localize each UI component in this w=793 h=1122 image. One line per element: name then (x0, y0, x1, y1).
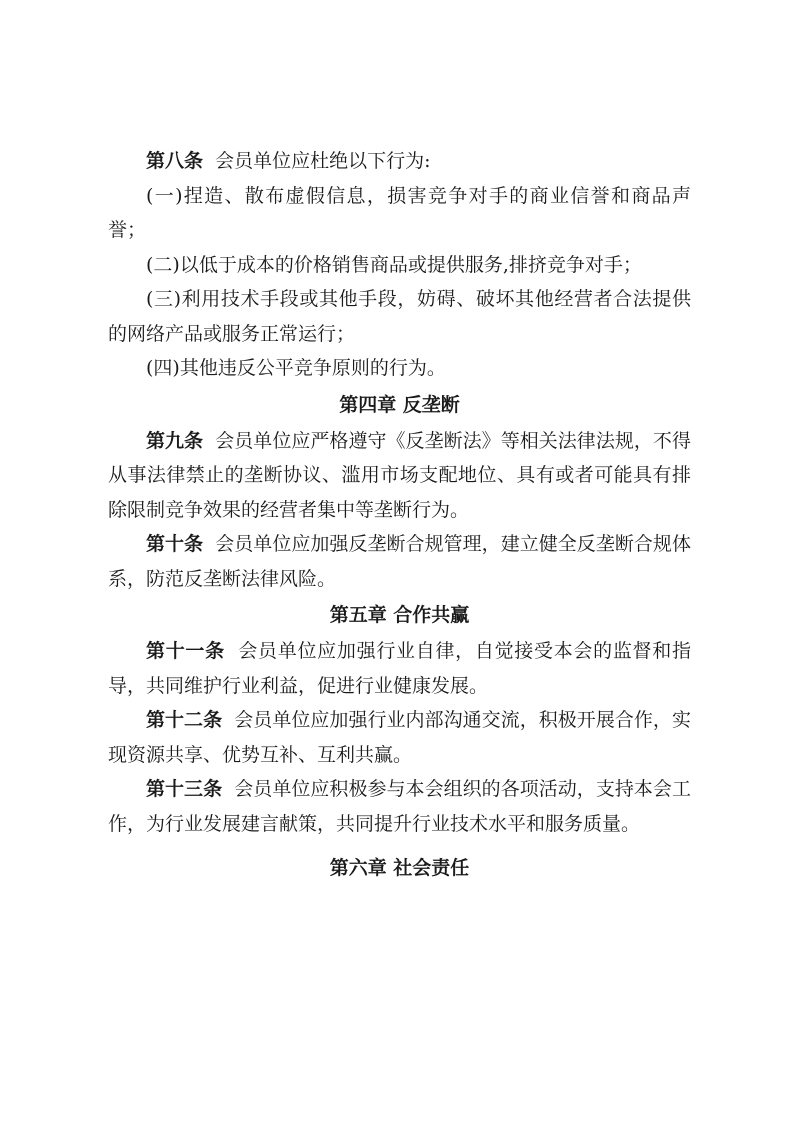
paragraph (108, 179, 691, 248)
paragraph-text: 会员单位应加强行业内部沟通交流，积极开展合作，实现资源共享、优势互补、互利共赢。 (108, 709, 691, 766)
paragraph (108, 248, 691, 283)
paragraph (108, 772, 691, 841)
paragraph-text: (一)捏造、散布虚假信息，损害竞争对手的商业信誉和商品声誉； (108, 184, 691, 241)
chapter-heading: 第六章 社会责任 (329, 857, 470, 879)
chapter-heading: 第四章 反垄断 (339, 393, 460, 416)
paragraph (108, 634, 691, 703)
paragraph (108, 424, 691, 528)
paragraph-text: 会员单位应积极参与本会组织的各项活动，支持本会工作，为行业发展建言献策，共同提升行业技术水平和服务质量。 (108, 778, 691, 835)
article-number: 第十一条 (146, 640, 225, 662)
paragraph-text: (三)利用技术手段或其他手段，妨碍、破坏其他经营者合法提供的网络产品或服务正常运行； (108, 288, 691, 345)
paragraph (108, 144, 691, 179)
chapter-heading: 第五章 合作共赢 (329, 604, 470, 626)
paragraph-text: 会员单位应加强行业自律，自觉接受本会的监督和指导，共同维护行业利益，促进行业健康发展。 (108, 640, 691, 697)
paragraph (108, 351, 691, 386)
paragraph (108, 703, 691, 772)
paragraph-text: 会员单位应严格遵守《反垄断法》等相关法律法规，不得从事法律禁止的垄断协议、滥用市场支配地位、具有或者可能具有排除限制竞争效果的经营者集中等垄断行为。 (108, 429, 691, 521)
article-number: 第八条 (146, 150, 204, 172)
paragraph (108, 282, 691, 351)
document-body (108, 144, 691, 887)
article-number: 第九条 (146, 429, 204, 452)
article-number: 第十三条 (146, 778, 223, 800)
paragraph-text: (二)以低于成本的价格销售商品或提供服务,排挤竞争对手； (146, 253, 642, 276)
article-number: 第十二条 (146, 709, 223, 731)
paragraph-text: 会员单位应杜绝以下行为: (215, 150, 431, 172)
paragraph (108, 527, 691, 596)
paragraph-text: (四)其他违反公平竞争原则的行为。 (146, 357, 446, 379)
paragraph-text: 会员单位应加强反垄断合规管理，建立健全反垄断合规体系，防范反垄断法律风险。 (108, 533, 691, 590)
article-number: 第十条 (146, 533, 204, 555)
